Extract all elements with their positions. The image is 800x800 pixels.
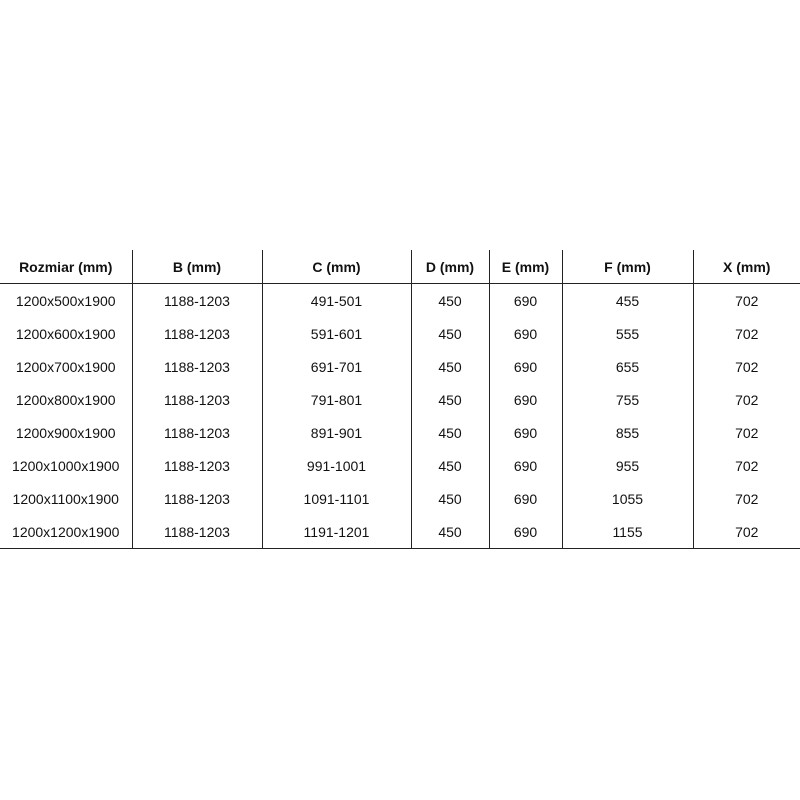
cell-c: 591-601	[262, 317, 411, 350]
cell-rozmiar: 1200x600x1900	[15, 325, 116, 342]
cell-f: 1155	[562, 515, 693, 549]
cell-e: 690	[489, 482, 562, 515]
table-row	[0, 449, 800, 482]
cell-e: 690	[489, 317, 562, 350]
cell-d: 450	[411, 515, 489, 549]
cell-x: 702	[693, 383, 800, 416]
cell-x: 702	[693, 449, 800, 482]
header-e: E (mm)	[489, 250, 562, 284]
table-row	[0, 350, 800, 383]
cell-b: 1188-1203	[132, 482, 262, 515]
cell-c: 691-701	[262, 350, 411, 383]
cell-b: 1188-1203	[132, 383, 262, 416]
cell-f: 855	[562, 416, 693, 449]
cell-d: 450	[411, 284, 489, 318]
cell-d: 450	[411, 350, 489, 383]
cell-c: 991-1001	[262, 449, 411, 482]
header-d: D (mm)	[411, 250, 489, 284]
cell-f: 755	[562, 383, 693, 416]
cell-c: 791-801	[262, 383, 411, 416]
cell-c: 1191-1201	[262, 515, 411, 549]
cell-f: 1055	[562, 482, 693, 515]
cell-e: 690	[489, 383, 562, 416]
cell-b: 1188-1203	[132, 284, 262, 318]
table-row	[0, 284, 800, 318]
cell-f: 655	[562, 350, 693, 383]
cell-e: 690	[489, 449, 562, 482]
cell-d: 450	[411, 317, 489, 350]
cell-e: 690	[489, 515, 562, 549]
header-x: X (mm)	[693, 250, 800, 284]
cell-rozmiar: 1200x1000x1900	[12, 457, 120, 474]
cell-b: 1188-1203	[132, 515, 262, 549]
header-rozmiar: Rozmiar (mm)	[0, 250, 132, 284]
table-row	[0, 482, 800, 515]
cell-b: 1188-1203	[132, 350, 262, 383]
cell-b: 1188-1203	[132, 416, 262, 449]
cell-x: 702	[693, 416, 800, 449]
header-f: F (mm)	[562, 250, 693, 284]
cell-e: 690	[489, 284, 562, 318]
table-row	[0, 416, 800, 449]
table-row	[0, 515, 800, 549]
cell-rozmiar: 1200x900x1900	[15, 424, 116, 441]
cell-x: 702	[693, 284, 800, 318]
cell-e: 690	[489, 416, 562, 449]
dimensions-table	[0, 250, 800, 549]
cell-x: 702	[693, 482, 800, 515]
table-row	[0, 317, 800, 350]
dimensions-table-container	[0, 250, 800, 549]
cell-b: 1188-1203	[132, 449, 262, 482]
cell-f: 555	[562, 317, 693, 350]
cell-f: 955	[562, 449, 693, 482]
cell-rozmiar: 1200x1200x1900	[0, 515, 132, 549]
table-header-row	[0, 250, 800, 284]
cell-b: 1188-1203	[132, 317, 262, 350]
cell-x: 702	[693, 515, 800, 549]
cell-f: 455	[562, 284, 693, 318]
cell-x: 702	[693, 317, 800, 350]
cell-c: 1091-1101	[262, 482, 411, 515]
cell-rozmiar: 1200x1100x1900	[12, 490, 119, 507]
cell-e: 690	[489, 350, 562, 383]
cell-d: 450	[411, 482, 489, 515]
cell-x: 702	[693, 350, 800, 383]
cell-rozmiar: 1200x800x1900	[15, 391, 116, 408]
cell-c: 891-901	[262, 416, 411, 449]
cell-d: 450	[411, 449, 489, 482]
table-row	[0, 383, 800, 416]
header-c: C (mm)	[262, 250, 411, 284]
cell-d: 450	[411, 383, 489, 416]
cell-c: 491-501	[262, 284, 411, 318]
cell-rozmiar: 1200x500x1900	[15, 292, 116, 309]
cell-d: 450	[411, 416, 489, 449]
cell-rozmiar: 1200x700x1900	[15, 358, 116, 375]
header-b: B (mm)	[132, 250, 262, 284]
